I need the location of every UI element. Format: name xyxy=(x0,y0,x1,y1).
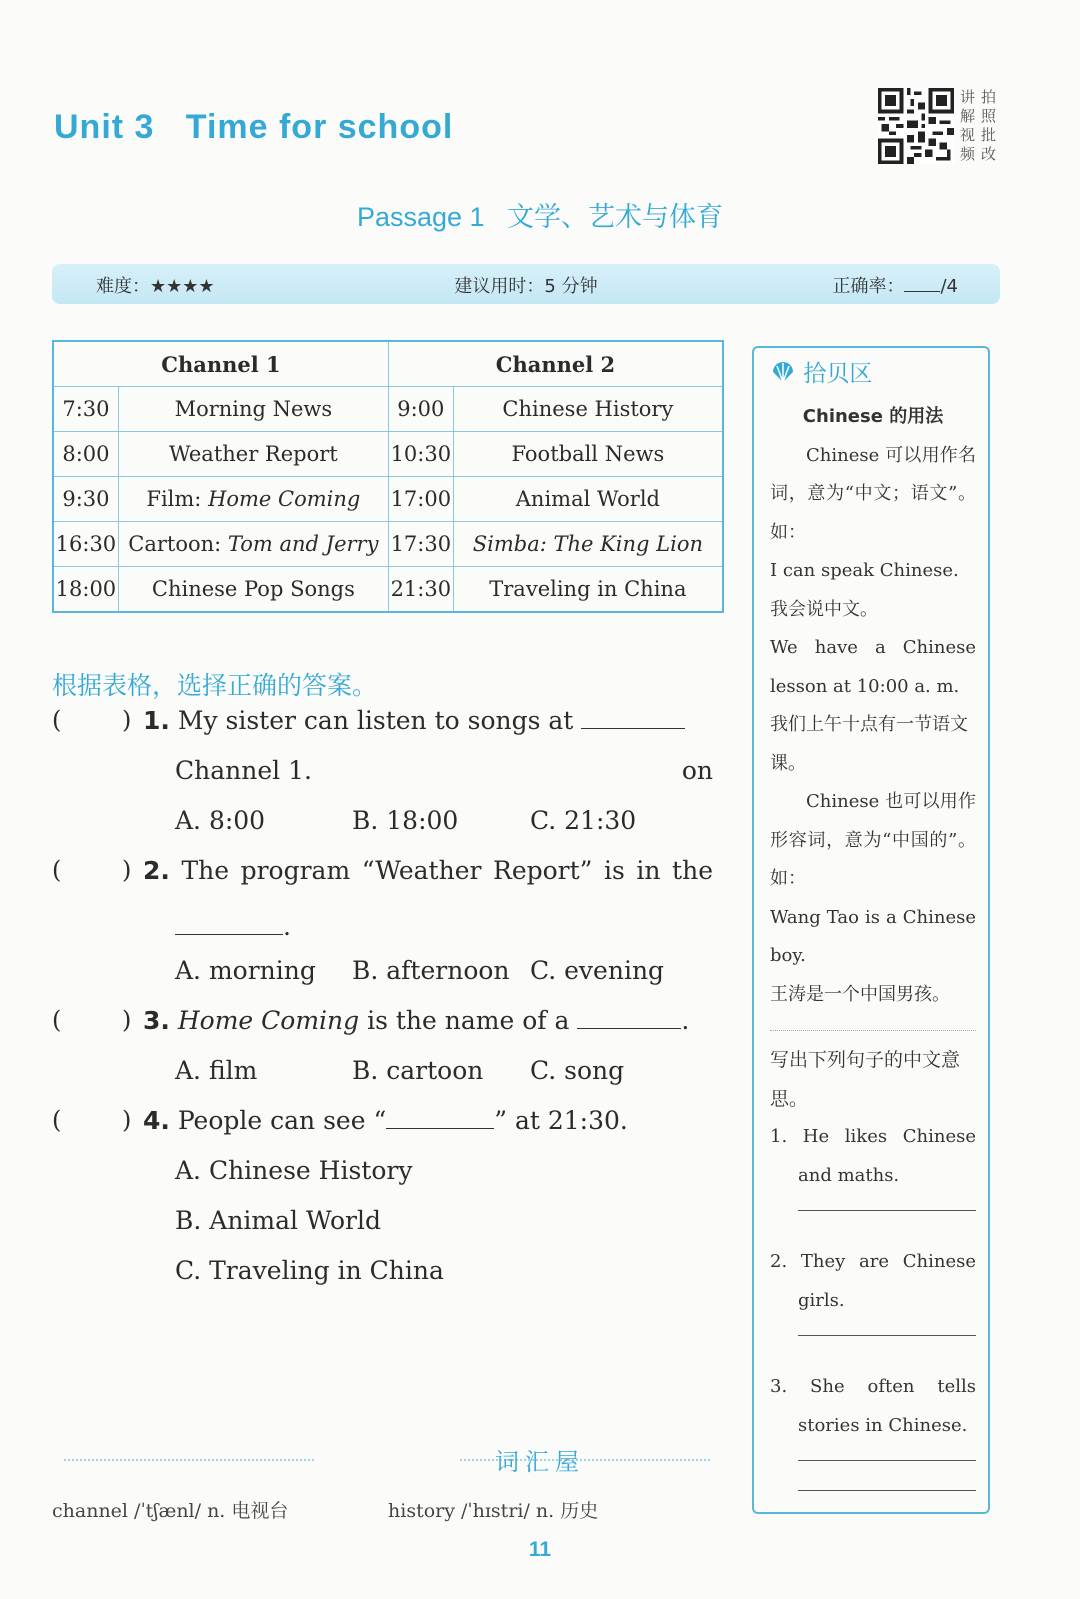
suggested-time: 建议用时：5 分钟 xyxy=(454,276,598,297)
sidebar-title-text: 拾贝区 xyxy=(803,361,873,387)
accuracy-total: /4 xyxy=(940,276,958,297)
time-cell: 8:00 xyxy=(53,432,118,477)
program-cell xyxy=(118,522,388,567)
qr-label-char: 讲 xyxy=(959,88,975,106)
answer-paren-open: ( xyxy=(52,1006,62,1034)
answer-paren-close: ) xyxy=(122,1106,132,1134)
program-type: Film: xyxy=(146,487,209,511)
vocab-title: 词汇屋 xyxy=(495,1448,585,1476)
answer-paren-close: ) xyxy=(122,856,132,884)
question-text: on xyxy=(681,756,713,785)
tv-schedule-table xyxy=(52,340,724,613)
accuracy-field xyxy=(832,272,958,298)
question-2 xyxy=(143,846,713,896)
question-number: 2. xyxy=(143,856,170,885)
answer-line[interactable] xyxy=(798,1334,976,1336)
question-number: 1. xyxy=(143,706,170,735)
task-item: 1. He likes Chinese and maths. xyxy=(770,1126,976,1186)
answer-paren-close: ) xyxy=(122,1006,132,1034)
instruction-heading: 根据表格，选择正确的答案。 xyxy=(52,671,378,700)
option-b[interactable]: B. Animal World xyxy=(175,1206,381,1235)
time-cell: 7:30 xyxy=(53,387,118,432)
usage-note: Chinese 也可以用作形容词，意为“中国的”。如： xyxy=(770,791,976,889)
table-row xyxy=(53,522,723,567)
sidebar-title xyxy=(770,355,872,388)
time-cell: 17:00 xyxy=(388,477,453,522)
program-cell: Chinese Pop Songs xyxy=(118,567,388,613)
program-cell xyxy=(118,477,388,522)
table-row xyxy=(53,432,723,477)
answer-paren-open: ( xyxy=(52,856,62,884)
example-en: We have a Chinese lesson at 10:00 a. m. xyxy=(770,637,976,697)
time-cell: 9:30 xyxy=(53,477,118,522)
program-title: Tom and Jerry xyxy=(227,532,379,556)
option-c[interactable]: C. song xyxy=(530,1056,625,1085)
question-text: ” at 21:30. xyxy=(494,1106,628,1135)
qr-code-icon xyxy=(878,88,954,164)
qr-label-char: 频 xyxy=(959,145,975,163)
answer-line[interactable] xyxy=(798,1489,976,1491)
table-header-row xyxy=(53,341,723,387)
program-title: Home Coming xyxy=(208,487,361,511)
question-text: Channel 1. xyxy=(175,756,312,785)
question-text: My sister can listen to songs at xyxy=(177,706,574,735)
question-4 xyxy=(143,1096,628,1146)
channel-1-header: Channel 1 xyxy=(53,341,388,387)
qr-label-char: 改 xyxy=(980,145,996,163)
example-en: I can speak Chinese. xyxy=(770,560,959,581)
shell-icon xyxy=(770,360,796,384)
qr-label-char: 照 xyxy=(980,107,996,125)
program-cell: Chinese History xyxy=(453,387,723,432)
difficulty-rating: 难度：★★★★ xyxy=(96,276,215,297)
answer-paren-close: ) xyxy=(122,706,132,734)
qr-label-char: 批 xyxy=(980,126,996,144)
vocab-entry: channel /ˈtʃænl/ n. 电视台 xyxy=(52,1500,289,1522)
time-cell: 18:00 xyxy=(53,567,118,613)
qr-label-char: 拍 xyxy=(980,88,996,106)
option-a[interactable]: A. Chinese History xyxy=(175,1156,413,1185)
time-cell: 10:30 xyxy=(388,432,453,477)
question-number: 4. xyxy=(143,1106,170,1135)
question-text: . xyxy=(681,1006,690,1035)
table-row xyxy=(53,567,723,613)
answer-paren-open: ( xyxy=(52,706,62,734)
info-bar xyxy=(52,264,1000,304)
channel-2-header: Channel 2 xyxy=(388,341,723,387)
option-a[interactable]: A. 8:00 xyxy=(175,806,266,835)
program-cell: Animal World xyxy=(453,477,723,522)
qr-label-char: 视 xyxy=(959,126,975,144)
answer-blank[interactable] xyxy=(577,1006,681,1029)
task-item: 3. She often tells stories in Chinese. xyxy=(770,1376,976,1436)
accuracy-label: 正确率： xyxy=(832,276,905,297)
task-title: 写出下列句子的中文意思。 xyxy=(770,1049,961,1110)
program-cell: Traveling in China xyxy=(453,567,723,613)
example-zh: 王涛是一个中国男孩。 xyxy=(770,983,950,1005)
example-zh: 我会说中文。 xyxy=(770,598,878,620)
question-text: People can see “ xyxy=(177,1106,387,1135)
divider xyxy=(770,1030,976,1031)
program-type: Cartoon: xyxy=(128,532,228,556)
example-zh: 我们上午十点有一节语文课。 xyxy=(770,714,968,774)
passage-title: Passage 1 文学、艺术与体育 xyxy=(356,202,724,232)
unit-title: Unit 3 Time for school xyxy=(54,108,454,146)
option-b[interactable]: B. cartoon xyxy=(352,1056,484,1085)
question-2-blank-line xyxy=(175,902,291,952)
option-c[interactable]: C. Traveling in China xyxy=(175,1256,444,1285)
answer-blank[interactable] xyxy=(581,706,685,729)
program-cell xyxy=(453,522,723,567)
option-c[interactable]: C. evening xyxy=(530,956,665,985)
program-cell: Football News xyxy=(453,432,723,477)
sidebar-content xyxy=(770,398,976,1523)
option-a[interactable]: A. film xyxy=(175,1056,258,1085)
sidebar-subtitle: Chinese 的用法 xyxy=(802,406,944,427)
program-cell: Morning News xyxy=(118,387,388,432)
question-3 xyxy=(143,996,689,1046)
answer-blank[interactable] xyxy=(175,912,283,935)
time-cell: 16:30 xyxy=(53,522,118,567)
time-cell: 21:30 xyxy=(388,567,453,613)
example-en: Wang Tao is a Chinese boy. xyxy=(770,906,976,966)
question-text: . xyxy=(283,912,291,941)
program-cell: Weather Report xyxy=(118,432,388,477)
qr-label xyxy=(957,88,1001,164)
table-row xyxy=(53,477,723,522)
option-b[interactable]: B. 18:00 xyxy=(352,806,459,835)
answer-paren-open: ( xyxy=(52,1106,62,1134)
answer-line[interactable] xyxy=(798,1209,976,1211)
time-cell: 9:00 xyxy=(388,387,453,432)
question-text: is the name of a xyxy=(359,1006,570,1035)
accuracy-blank xyxy=(904,275,940,292)
table-row xyxy=(53,387,723,432)
task-item: 2. They are Chinese girls. xyxy=(770,1251,976,1311)
question-text: The program “Weather Report” is in the xyxy=(181,856,713,885)
option-c[interactable]: C. 21:30 xyxy=(530,806,637,835)
question-number: 3. xyxy=(143,1006,170,1035)
usage-note: Chinese 可以用作名词，意为“中文；语文”。如： xyxy=(770,444,976,543)
answer-blank[interactable] xyxy=(386,1106,494,1129)
page-number: 11 xyxy=(528,1538,552,1561)
time-cell: 17:30 xyxy=(388,522,453,567)
qr-label-char: 解 xyxy=(959,107,975,125)
program-title: Simba: The King Lion xyxy=(472,532,703,556)
vocab-entry: history /ˈhɪstri/ n. 历史 xyxy=(388,1500,599,1522)
option-a[interactable]: A. morning xyxy=(175,956,316,985)
program-title: Home Coming xyxy=(177,1006,360,1035)
option-b[interactable]: B. afternoon xyxy=(352,956,510,985)
